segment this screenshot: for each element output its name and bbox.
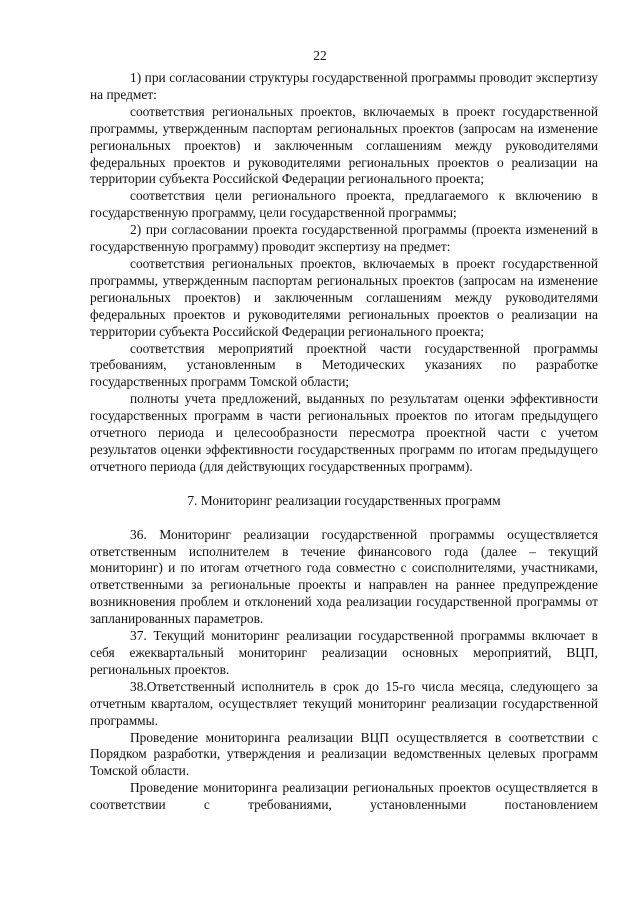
paragraph-regional-projects-compliance: соответствия региональных проектов, включаемых в проект государственной программы, утвержденным паспортам региональных проектов (запросам на изменение региональных проектов) и заключенным соглашениям между руководителями федеральных проектов и руководителями региональных проектов о реализации на территории субъекта Российской Федерации регионального проекта; <box>90 103 598 187</box>
paragraph-regional-projects-compliance-2: соответствия региональных проектов, включаемых в проект государственной программы, утвержденным паспортам региональных проектов (запросам на изменение региональных проектов) и заключенным соглашениям между руководителями федеральных проектов и руководителями региональных проектов о реализации на территории субъекта Российской Федерации регионального проекта; <box>90 255 598 339</box>
paragraph-regional-project-goal: соответствия цели регионального проекта, предлагаемого к включению в государственную программу, цели государственной программы; <box>90 188 598 221</box>
page-number: 22 <box>313 48 327 63</box>
paragraph-expertise-draft: 2) при согласовании проекта государственной программы (проекта изменений в государственную программу) проводит экспертизу на предмет: <box>90 222 598 255</box>
paragraph-vcp-monitoring: Проведение мониторинга реализации ВЦП осуществляется в соответствии с Порядком разработки, утверждения и реализации ведомственных целевых программ Томской области. <box>90 729 598 779</box>
document-body <box>90 70 598 814</box>
paragraph-regional-monitoring: Проведение мониторинга реализации региональных проектов осуществляется в соответствии с требованиями, установленными постановлением <box>90 780 598 813</box>
paragraph-activities-compliance: соответствия мероприятий проектной части государственной программы требованиям, установленным в Методических указаниях по разработке государственных программ Томской области; <box>90 340 598 390</box>
spacer <box>90 476 598 493</box>
paragraph-item-38: 38.Ответственный исполнитель в срок до 15-го числа месяца, следующего за отчетным кварталом, осуществляет текущий мониторинг реализации государственной программы. <box>90 678 598 728</box>
paragraph-expertise-structure: 1) при согласовании структуры государственной программы проводит экспертизу на предмет: <box>90 70 598 102</box>
spacer <box>90 510 598 527</box>
paragraph-proposals-completeness: полноты учета предложений, выданных по результатам оценки эффективности государственных программ в части региональных проектов по итогам предыдущего отчетного периода и целесообразности пересмотра проектной части с учетом результатов оценки эффективности государственных программ по итогам предыдущего отчетного периода (для действующих государственных программ). <box>90 391 598 474</box>
paragraph-item-36: 36. Мониторинг реализации государственной программы осуществляется ответственным исполнителем в течение финансового года (далее – текущий мониторинг) и по итогам отчетного года совместно с соисполнителями, участниками, ответственными за региональные проекты и направлен на раннее предупреждение возникновения проблем и отклонений хода реализации государственной программы от запланированных параметров. <box>90 526 598 627</box>
section-heading: 7. Мониторинг реализации государственных программ <box>187 492 501 508</box>
paragraph-item-37: 37. Текущий мониторинг реализации государственной программы включает в себя ежеквартальный мониторинг реализации основных мероприятий, ВЦП, региональных проектов. <box>90 628 598 677</box>
